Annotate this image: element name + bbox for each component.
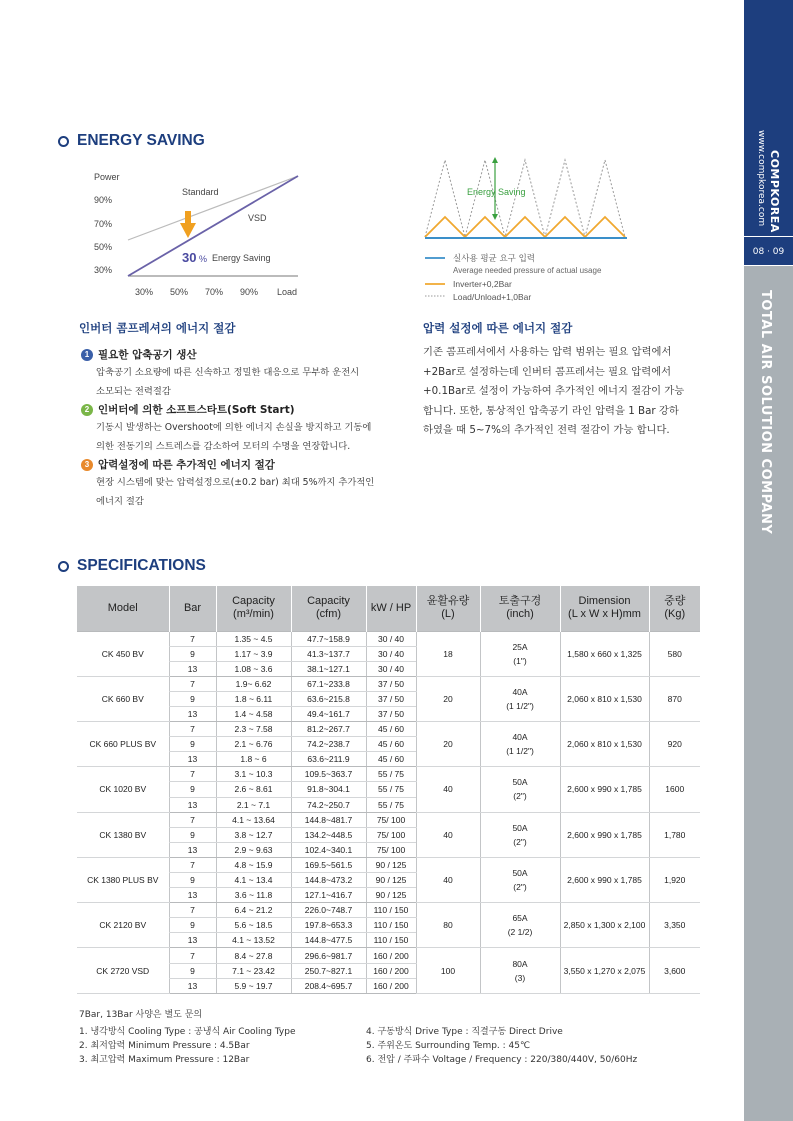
standard-line: [128, 176, 298, 240]
oil-cell: 40: [416, 812, 480, 857]
outlet-text: (1"): [513, 655, 527, 666]
table-cell: 250.7~827.1: [291, 963, 366, 978]
table-cell: 30 / 40: [366, 661, 416, 676]
oil-cell: 80: [416, 903, 480, 948]
table-cell: 90 / 125: [366, 857, 416, 872]
table-cell: 13: [169, 842, 216, 857]
outlet-cell: [480, 948, 560, 993]
table-cell: 74.2~250.7: [291, 797, 366, 812]
table-cell: 63.6~211.9: [291, 752, 366, 767]
table-cell: 5.9 ~ 19.7: [216, 978, 291, 993]
outlet-cell: [480, 722, 560, 767]
column-header-text: (L x W x H)mm: [568, 608, 641, 621]
outlet-text: 25A: [512, 641, 528, 652]
outlet-cell: [480, 631, 560, 676]
table-cell: 45 / 60: [366, 752, 416, 767]
table-cell: 30 / 40: [366, 646, 416, 661]
sidebar-tagline: TOTAL AIR SOLUTION COMPANY: [758, 290, 773, 535]
specifications-heading: [58, 557, 206, 575]
chart-ylabel: Power: [94, 172, 120, 182]
outlet-text: (1 1/2"): [506, 700, 534, 711]
energy-saving-heading: [58, 132, 205, 150]
column-header: [366, 586, 416, 631]
circle-bullet-icon: [58, 561, 69, 572]
standard-label: Standard: [182, 187, 219, 197]
model-cell: CK 1380 BV: [77, 812, 169, 857]
note-right-1: 4. 구동방식 Drive Type : 직결구동 Direct Drive: [366, 1027, 563, 1037]
weight-cell: 920: [649, 722, 700, 767]
item-3-line: 에너지 절감: [96, 496, 144, 507]
table-cell: 13: [169, 706, 216, 721]
outlet-text: 40A: [512, 686, 528, 697]
legend-inverter: Inverter+0,2Bar: [453, 279, 512, 289]
xtick: 50%: [170, 287, 189, 297]
dimension-cell: 1,580 x 660 x 1,325: [560, 631, 649, 676]
item-2-line: 기동시 발생하는 Overshoot에 의한 에너지 손실을 방지하고 기동에: [96, 422, 372, 433]
table-cell: 110 / 150: [366, 903, 416, 918]
saving-arrow-icon: [180, 223, 196, 238]
pressure-body-line: 하였을 때 5~7%의 추가적인 전력 절감이 가능 합니다.: [423, 424, 670, 436]
item-3-line: 현장 시스템에 맞는 압력설정으로(±0.2 bar) 최대 5%까지 추가적인: [96, 477, 375, 488]
table-cell: 47.7~158.9: [291, 631, 366, 646]
note-right-3: 6. 전압 / 주파수 Voltage / Frequency : 220/380/440V, 50/60Hz: [366, 1055, 638, 1065]
pressure-body-line: 합니다. 또한, 통상적인 압축공기 라인 압력을 1 Bar 강하: [423, 404, 679, 417]
saving-arrow-stem: [185, 211, 191, 223]
pressure-saving-heading: 압력 설정에 따른 에너지 절감: [423, 321, 573, 335]
dimension-cell: 2,600 x 990 x 1,785: [560, 857, 649, 902]
number-2-icon: 2: [81, 404, 93, 416]
table-cell: 2.9 ~ 9.63: [216, 842, 291, 857]
table-cell: 55 / 75: [366, 782, 416, 797]
table-cell: 4.1 ~ 13.52: [216, 933, 291, 948]
item-1-line: 소모되는 전력절감: [96, 386, 171, 397]
ytick: 70%: [94, 219, 113, 229]
saving-unit: %: [199, 254, 208, 264]
column-header: [291, 586, 366, 631]
outlet-text: (1 1/2"): [506, 746, 534, 757]
page-numbers: 08 · 09: [744, 236, 793, 266]
xtick: 30%: [135, 287, 154, 297]
table-row: [77, 812, 700, 827]
table-cell: 7: [169, 722, 216, 737]
note-inquiry: 7Bar, 13Bar 사양은 별도 문의: [79, 1010, 203, 1020]
table-cell: 37 / 50: [366, 706, 416, 721]
column-header-text: Dimension: [578, 595, 631, 608]
table-cell: 75/ 100: [366, 842, 416, 857]
table-row: [77, 631, 700, 646]
outlet-text: 50A: [512, 868, 528, 879]
table-cell: 9: [169, 918, 216, 933]
outlet-text: 50A: [512, 777, 528, 788]
table-cell: 6.4 ~ 21.2: [216, 903, 291, 918]
weight-cell: 580: [649, 631, 700, 676]
item-2-body: [96, 418, 416, 456]
outlet-cell: [480, 767, 560, 812]
energy-saving-label: Energy Saving: [467, 187, 526, 197]
outlet-text: (3): [514, 972, 526, 983]
table-row: [77, 903, 700, 918]
table-cell: 1.4 ~ 4.58: [216, 706, 291, 721]
table-cell: 9: [169, 827, 216, 842]
circle-bullet-icon: [58, 136, 69, 147]
column-header-text: (cfm): [315, 608, 342, 621]
column-header-text: (inch): [506, 608, 534, 621]
arrow-up-icon: [492, 157, 498, 163]
note-left-2: 2. 최저압력 Minimum Pressure : 4.5Bar: [79, 1041, 250, 1051]
outlet-text: 50A: [512, 822, 528, 833]
table-cell: 7: [169, 857, 216, 872]
table-cell: 110 / 150: [366, 933, 416, 948]
item-2-line: 의한 전동기의 스트레스를 감소하여 모터의 수명을 연장합니다.: [96, 441, 351, 452]
dimension-cell: 2,600 x 990 x 1,785: [560, 767, 649, 812]
table-cell: 160 / 200: [366, 963, 416, 978]
item-1-body: [96, 363, 416, 401]
column-header-text: 중량: [664, 595, 686, 608]
table-cell: 296.6~981.7: [291, 948, 366, 963]
table-cell: 110 / 150: [366, 918, 416, 933]
model-cell: CK 450 BV: [77, 631, 169, 676]
table-cell: 2.3 ~ 7.58: [216, 722, 291, 737]
model-cell: CK 660 BV: [77, 676, 169, 721]
column-header-text: 토출구경: [498, 595, 542, 608]
table-cell: 81.2~267.7: [291, 722, 366, 737]
outlet-text: (2 1/2): [507, 927, 533, 938]
oil-cell: 20: [416, 722, 480, 767]
table-cell: 3.1 ~ 10.3: [216, 767, 291, 782]
table-cell: 2.1 ~ 7.1: [216, 797, 291, 812]
table-cell: 1.17 ~ 3.9: [216, 646, 291, 661]
table-row: [77, 857, 700, 872]
model-cell: CK 660 PLUS BV: [77, 722, 169, 767]
outlet-cell: [480, 676, 560, 721]
column-header-text: Model: [107, 601, 138, 614]
table-cell: 91.8~304.1: [291, 782, 366, 797]
note-right-2: 5. 주위온도 Surrounding Temp. : 45℃: [366, 1041, 531, 1051]
load-unload-line: [425, 160, 625, 237]
table-cell: 102.4~340.1: [291, 842, 366, 857]
table-cell: 4.8 ~ 15.9: [216, 857, 291, 872]
ytick: 30%: [94, 265, 113, 275]
column-header: [216, 586, 291, 631]
item-1-title-text: 필요한 압축공기 생산: [98, 349, 197, 361]
outlet-text: 80A: [512, 958, 528, 969]
table-row: [77, 948, 700, 963]
table-cell: 13: [169, 888, 216, 903]
table-cell: 55 / 75: [366, 767, 416, 782]
weight-cell: 1,780: [649, 812, 700, 857]
dimension-cell: 3,550 x 1,270 x 2,075: [560, 948, 649, 993]
column-header-text: kW / HP: [370, 601, 412, 614]
xtick: 70%: [205, 287, 224, 297]
ytick: 50%: [94, 242, 113, 252]
column-header-text: 윤활유량: [426, 595, 470, 608]
table-cell: 30 / 40: [366, 631, 416, 646]
table-cell: 7: [169, 948, 216, 963]
table-cell: 2.1 ~ 6.76: [216, 737, 291, 752]
sidebar-brand-block: [744, 0, 793, 236]
table-row: [77, 767, 700, 782]
arrow-down-icon: [492, 214, 498, 220]
vsd-label: VSD: [248, 213, 267, 223]
table-cell: 1.35 ~ 4.5: [216, 631, 291, 646]
table-cell: 37 / 50: [366, 691, 416, 706]
item-3-title: [81, 457, 275, 472]
column-header: [169, 586, 216, 631]
table-cell: 45 / 60: [366, 722, 416, 737]
model-cell: CK 2120 BV: [77, 903, 169, 948]
table-cell: 9: [169, 691, 216, 706]
table-cell: 4.1 ~ 13.64: [216, 812, 291, 827]
table-row: [77, 722, 700, 737]
outlet-cell: [480, 903, 560, 948]
oil-cell: 100: [416, 948, 480, 993]
table-cell: 144.8~477.5: [291, 933, 366, 948]
specifications-title: SPECIFICATIONS: [77, 557, 206, 574]
outlet-text: 65A: [512, 913, 528, 924]
weight-cell: 3,350: [649, 903, 700, 948]
note-left-3: 3. 최고압력 Maximum Pressure : 12Bar: [79, 1055, 250, 1065]
oil-cell: 20: [416, 676, 480, 721]
table-cell: 197.8~653.3: [291, 918, 366, 933]
outlet-cell: [480, 857, 560, 902]
dimension-cell: 2,600 x 990 x 1,785: [560, 812, 649, 857]
table-cell: 75/ 100: [366, 827, 416, 842]
inverter-saving-heading: 인버터 콤프레셔의 에너지 절감: [79, 321, 236, 335]
outlet-text: (2"): [513, 882, 527, 893]
column-header: [416, 586, 480, 631]
table-cell: 75/ 100: [366, 812, 416, 827]
item-1-line: 압축공기 소요량에 따른 신속하고 정밀한 대응으로 무부하 운전시: [96, 367, 360, 378]
table-row: [77, 676, 700, 691]
table-cell: 1.9~ 6.62: [216, 676, 291, 691]
outlet-cell: [480, 812, 560, 857]
table-cell: 45 / 60: [366, 737, 416, 752]
table-cell: 7: [169, 812, 216, 827]
column-header: [649, 586, 700, 631]
item-1-title: [81, 347, 197, 362]
table-cell: 160 / 200: [366, 978, 416, 993]
table-cell: 144.8~473.2: [291, 873, 366, 888]
column-header: [77, 586, 169, 631]
table-cell: 1.8 ~ 6: [216, 752, 291, 767]
table-cell: 8.4 ~ 27.8: [216, 948, 291, 963]
weight-cell: 870: [649, 676, 700, 721]
table-cell: 38.1~127.1: [291, 661, 366, 676]
table-cell: 1.08 ~ 3.6: [216, 661, 291, 676]
pressure-body-line: 기존 콤프레셔에서 사용하는 압력 범위는 필요 압력에서: [423, 346, 672, 358]
pressure-body-line: +2Bar로 설정하는데 인버터 콤프레셔는 필요 압력에서: [423, 365, 672, 378]
power-load-chart: [90, 168, 310, 303]
weight-cell: 1600: [649, 767, 700, 812]
table-cell: 208.4~695.7: [291, 978, 366, 993]
weight-cell: 1,920: [649, 857, 700, 902]
table-cell: 13: [169, 752, 216, 767]
saving-text: Energy Saving: [212, 253, 271, 263]
item-3-title-text: 압력설정에 따른 추가적인 에너지 절감: [98, 459, 275, 471]
column-header-text: Capacity: [307, 595, 350, 608]
table-cell: 2.6 ~ 8.61: [216, 782, 291, 797]
item-3-body: [96, 473, 416, 511]
xtick: Load: [277, 287, 298, 297]
saving-value: 30: [182, 250, 197, 265]
number-3-icon: 3: [81, 459, 93, 471]
column-header-text: Bar: [183, 601, 202, 614]
table-cell: 3.8 ~ 12.7: [216, 827, 291, 842]
legend-average-kr: 실사용 평균 요구 입력: [453, 254, 536, 264]
column-header: [480, 586, 560, 631]
table-cell: 13: [169, 661, 216, 676]
table-cell: 7: [169, 903, 216, 918]
ytick: 90%: [94, 195, 113, 205]
model-cell: CK 1380 PLUS BV: [77, 857, 169, 902]
sidebar: [744, 0, 793, 1121]
column-header-text: (m³/min): [233, 608, 274, 621]
table-cell: 63.6~215.8: [291, 691, 366, 706]
table-cell: 7: [169, 676, 216, 691]
table-cell: 134.2~448.5: [291, 827, 366, 842]
pressure-chart: [420, 155, 635, 305]
model-cell: CK 1020 BV: [77, 767, 169, 812]
column-header-text: Capacity: [232, 595, 275, 608]
table-header-row: [77, 586, 700, 631]
column-header-text: (Kg): [664, 608, 686, 621]
table-cell: 55 / 75: [366, 797, 416, 812]
table-cell: 1.8 ~ 6.11: [216, 691, 291, 706]
brand-name: COMPKOREA: [768, 150, 781, 233]
energy-saving-title: ENERGY SAVING: [77, 132, 205, 149]
table-body: [77, 631, 700, 993]
table-cell: 90 / 125: [366, 888, 416, 903]
table-cell: 41.3~137.7: [291, 646, 366, 661]
table-cell: 13: [169, 978, 216, 993]
table-cell: 37 / 50: [366, 676, 416, 691]
table-cell: 160 / 200: [366, 948, 416, 963]
legend-average-en: Average needed pressure of actual usage: [453, 266, 602, 275]
oil-cell: 18: [416, 631, 480, 676]
table-cell: 4.1 ~ 13.4: [216, 873, 291, 888]
item-2-title: [81, 402, 295, 417]
table-cell: 7.1 ~ 23.42: [216, 963, 291, 978]
table-cell: 9: [169, 963, 216, 978]
outlet-text: (2"): [513, 791, 527, 802]
table-cell: 13: [169, 933, 216, 948]
brand-url: www.compkorea.com: [756, 130, 766, 227]
table-cell: 127.1~416.7: [291, 888, 366, 903]
table-cell: 13: [169, 797, 216, 812]
pressure-body-line: +0.1Bar로 설정이 가능하여 추가적인 에너지 절감이 가능: [423, 385, 685, 397]
specifications-table: [77, 586, 700, 994]
legend-load-unload: Load/Unload+1,0Bar: [453, 292, 532, 302]
xtick: 90%: [240, 287, 259, 297]
table-cell: 109.5~363.7: [291, 767, 366, 782]
weight-cell: 3,600: [649, 948, 700, 993]
number-1-icon: 1: [81, 349, 93, 361]
dimension-cell: 2,060 x 810 x 1,530: [560, 722, 649, 767]
oil-cell: 40: [416, 767, 480, 812]
table-cell: 74.2~238.7: [291, 737, 366, 752]
dimension-cell: 2,850 x 1,300 x 2,100: [560, 903, 649, 948]
dimension-cell: 2,060 x 810 x 1,530: [560, 676, 649, 721]
model-cell: CK 2720 VSD: [77, 948, 169, 993]
item-2-title-text: 인버터에 의한 소프트스타트(Soft Start): [98, 404, 295, 416]
pressure-saving-body: [423, 343, 713, 441]
outlet-text: (2"): [513, 836, 527, 847]
table-cell: 3.6 ~ 11.8: [216, 888, 291, 903]
table-cell: 9: [169, 646, 216, 661]
table-cell: 90 / 125: [366, 873, 416, 888]
table-cell: 169.5~561.5: [291, 857, 366, 872]
table-cell: 9: [169, 782, 216, 797]
column-header-text: (L): [441, 608, 455, 621]
table-cell: 49.4~161.7: [291, 706, 366, 721]
column-header: [560, 586, 649, 631]
table-cell: 9: [169, 737, 216, 752]
table-cell: 5.6 ~ 18.5: [216, 918, 291, 933]
inverter-line: [425, 217, 625, 237]
table-cell: 9: [169, 873, 216, 888]
outlet-text: 40A: [512, 732, 528, 743]
oil-cell: 40: [416, 857, 480, 902]
note-left-1: 1. 냉각방식 Cooling Type : 공냉식 Air Cooling Type: [79, 1027, 296, 1037]
table-cell: 7: [169, 767, 216, 782]
table-cell: 144.8~481.7: [291, 812, 366, 827]
table-cell: 67.1~233.8: [291, 676, 366, 691]
table-cell: 226.0~748.7: [291, 903, 366, 918]
table-cell: 7: [169, 631, 216, 646]
